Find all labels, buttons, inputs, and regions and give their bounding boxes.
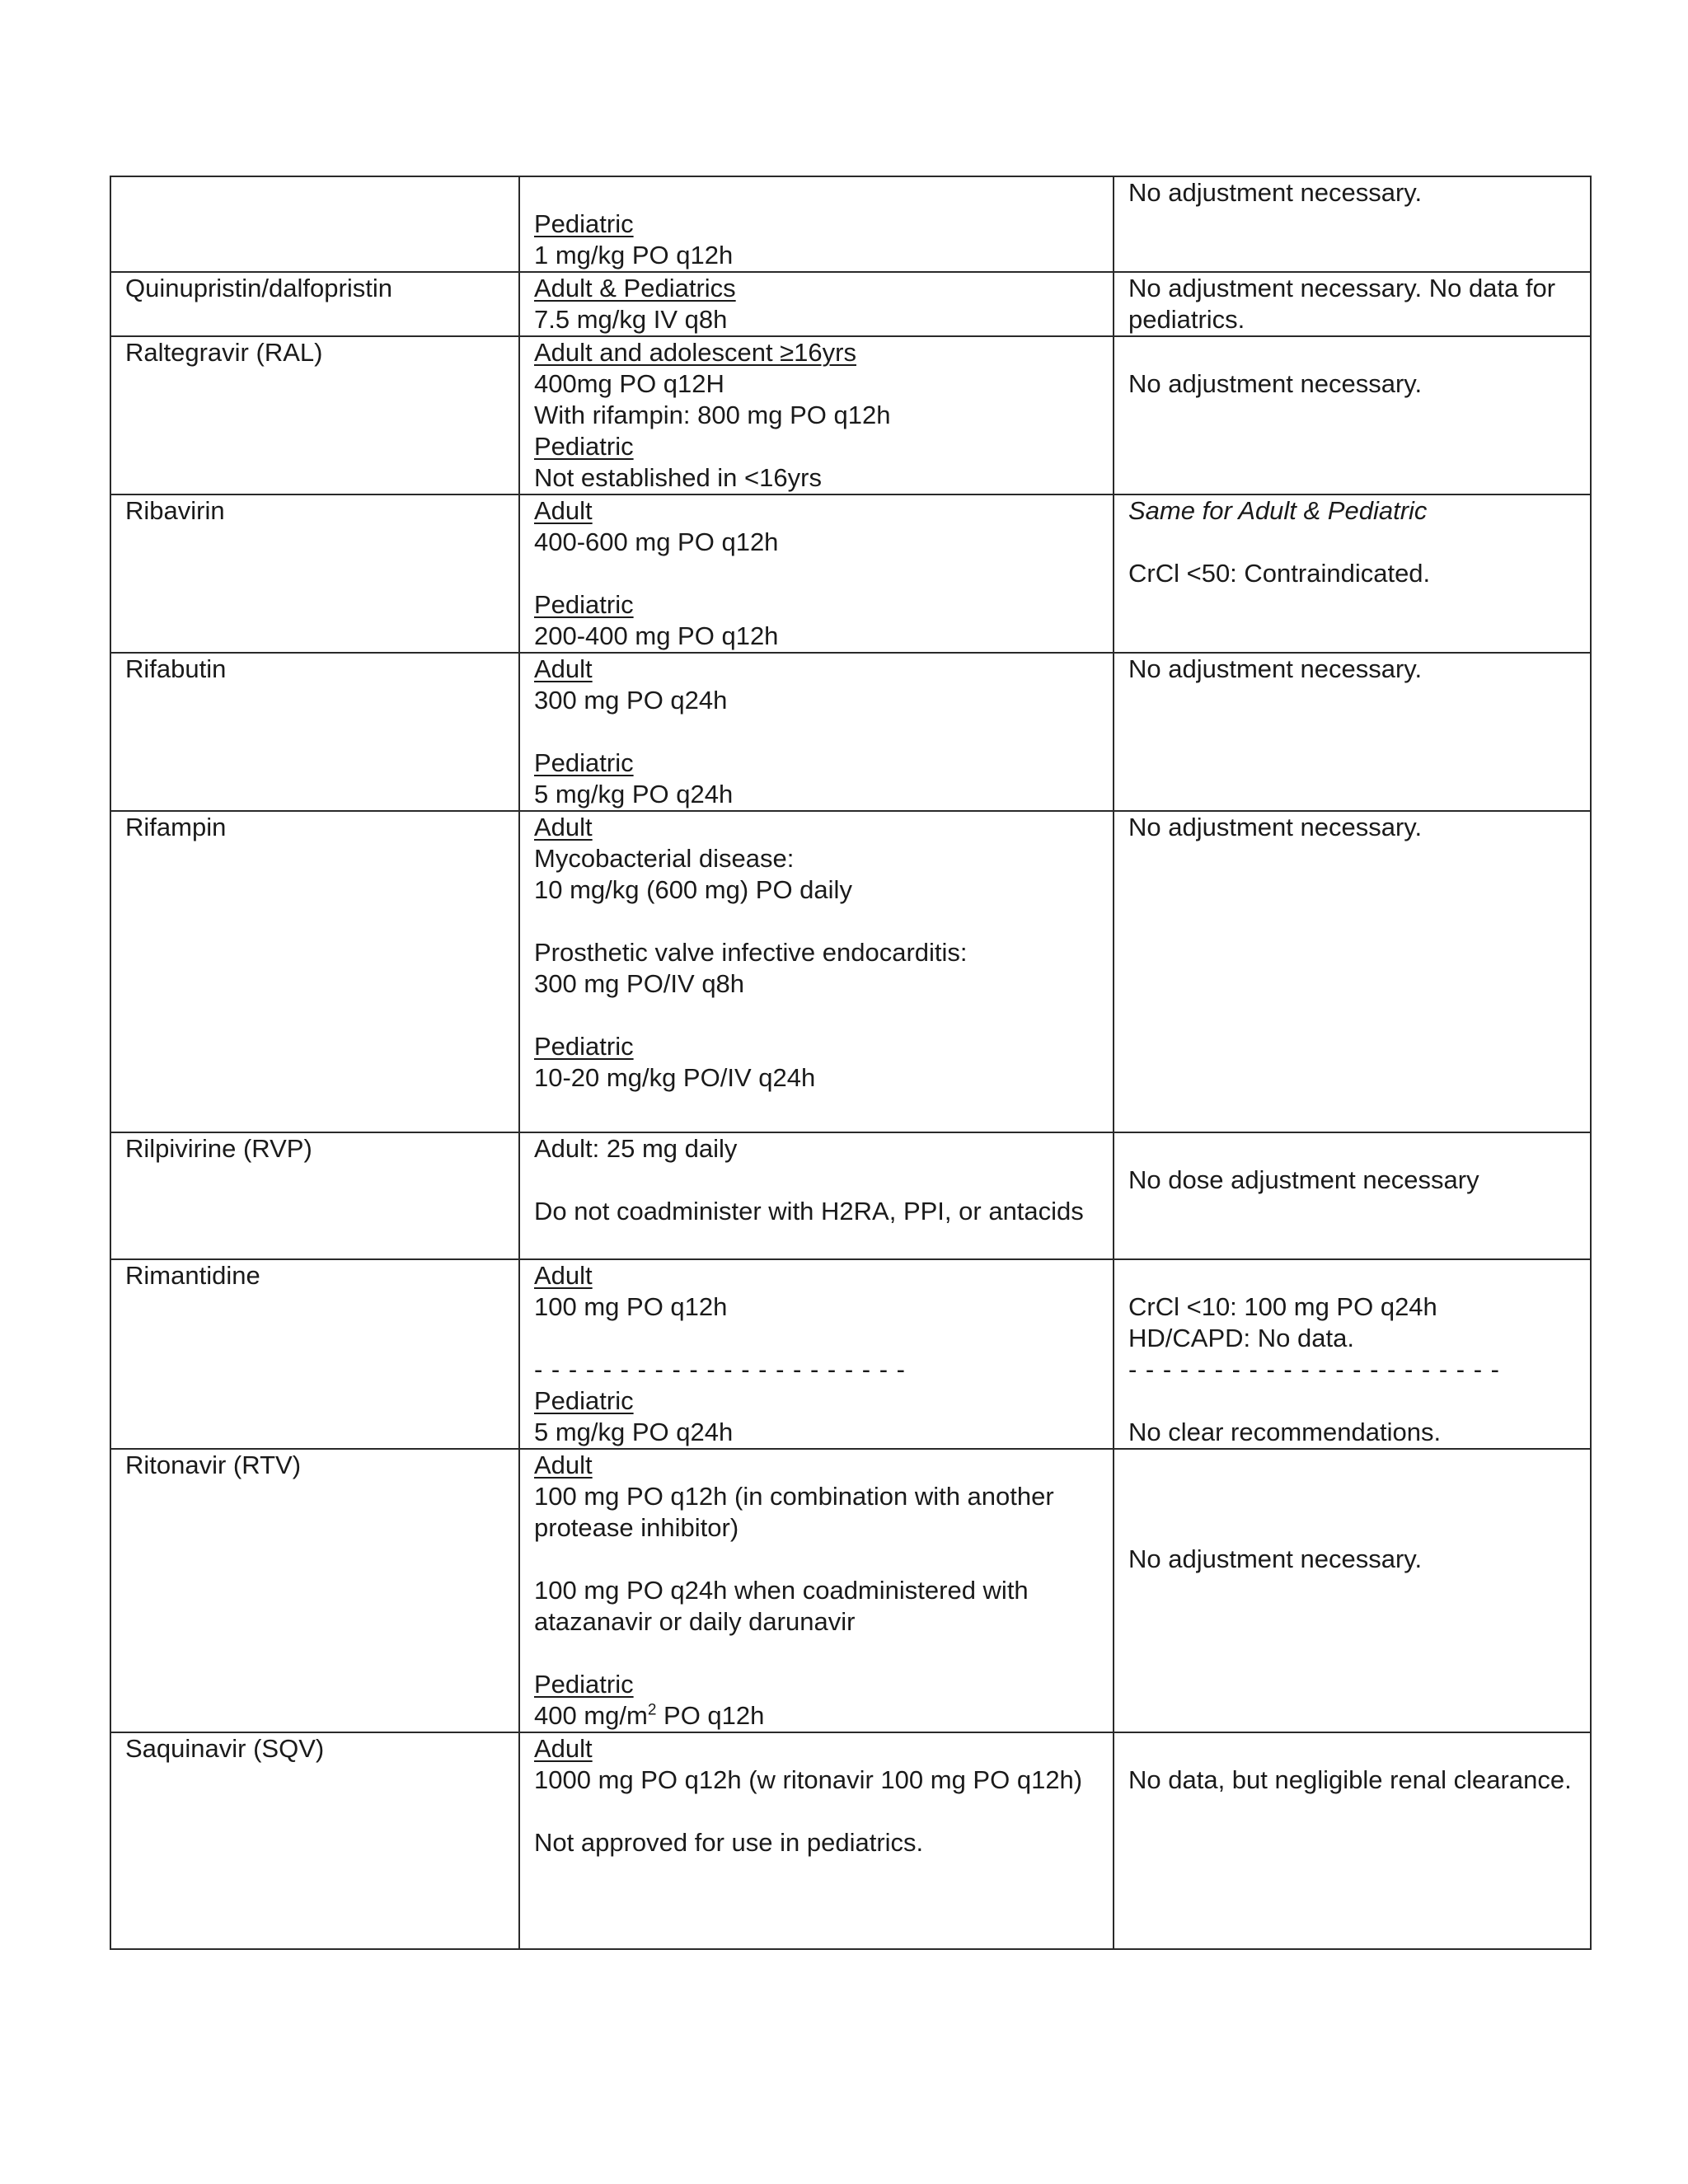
dose-line: Do not coadminister with H2RA, PPI, or antacids — [534, 1197, 1084, 1226]
dose-line: Prosthetic valve infective endocarditis: — [534, 938, 968, 967]
renal-cell — [1114, 1449, 1591, 1732]
table-row — [110, 653, 1591, 811]
adult-label: Adult — [534, 1734, 593, 1763]
dose-line: Adult: 25 mg daily — [534, 1134, 738, 1163]
renal-line: No adjustment necessary. — [1128, 369, 1423, 398]
pediatric-label: Pediatric — [534, 590, 634, 619]
renal-cell — [1114, 494, 1591, 653]
drug-name-cell — [110, 1449, 519, 1732]
dose-line: 200-400 mg PO q12h — [534, 621, 779, 650]
renal-cell — [1114, 811, 1591, 1132]
drug-name: Quinupristin/dalfopristin — [125, 274, 392, 302]
drug-name-cell — [110, 1732, 519, 1949]
renal-line: No adjustment necessary. — [1128, 654, 1423, 683]
dosing-cell — [519, 811, 1114, 1132]
table-row — [110, 1449, 1591, 1732]
dosing-cell — [519, 1732, 1114, 1949]
table-row — [110, 1259, 1591, 1449]
dose-line: Not established in <16yrs — [534, 463, 822, 492]
dose-text-suffix: PO q12h — [656, 1701, 765, 1730]
drug-name: Rifabutin — [125, 654, 227, 683]
drug-name-cell — [110, 1132, 519, 1259]
dosing-cell — [519, 494, 1114, 653]
pediatric-label: Pediatric — [534, 432, 634, 461]
pediatric-label: Pediatric — [534, 1032, 634, 1061]
renal-line: No clear recommendations. — [1128, 1418, 1442, 1446]
drug-name: Ritonavir (RTV) — [125, 1451, 302, 1479]
renal-line: No dose adjustment necessary — [1128, 1165, 1479, 1194]
dose-line: 10-20 mg/kg PO/IV q24h — [534, 1063, 816, 1092]
renal-line: No data, but negligible renal clearance. — [1128, 1765, 1572, 1794]
drug-name: Ribavirin — [125, 496, 225, 525]
dose-line: Not approved for use in pediatrics. — [534, 1828, 924, 1857]
superscript: 2 — [647, 1701, 657, 1719]
adult-label: Adult — [534, 496, 593, 525]
pediatric-label: Pediatric — [534, 748, 634, 777]
drug-name-cell — [110, 336, 519, 494]
drug-name: Saquinavir (SQV) — [125, 1734, 325, 1763]
renal-cell — [1114, 272, 1591, 336]
drug-name-cell — [110, 811, 519, 1132]
drug-name: Rilpivirine (RVP) — [125, 1134, 312, 1163]
dose-line: 5 mg/kg PO q24h — [534, 780, 734, 808]
drug-name: Rimantidine — [125, 1261, 260, 1290]
table-row — [110, 272, 1591, 336]
renal-cell — [1114, 336, 1591, 494]
renal-line: HD/CAPD: No data. — [1128, 1324, 1354, 1352]
renal-line: CrCl <10: 100 mg PO q24h — [1128, 1292, 1437, 1321]
dose-line: 400mg PO q12H — [534, 369, 724, 398]
adult-label: Adult and adolescent ≥16yrs — [534, 338, 856, 367]
dose-line: 1000 mg PO q12h (w ritonavir 100 mg PO q12h) — [534, 1765, 1083, 1794]
dashed-separator: - - - - - - - - - - - - - - - - - - - - - - — [534, 1355, 906, 1384]
drug-name-cell — [110, 176, 519, 272]
renal-cell — [1114, 1132, 1591, 1259]
dosing-cell — [519, 336, 1114, 494]
dose-line: 10 mg/kg (600 mg) PO daily — [534, 875, 852, 904]
dosing-cell — [519, 1259, 1114, 1449]
dose-line: With rifampin: 800 mg PO q12h — [534, 401, 891, 429]
drug-name-cell — [110, 1259, 519, 1449]
dose-line: 1 mg/kg PO q12h — [534, 241, 734, 269]
renal-cell — [1114, 653, 1591, 811]
drug-name: Raltegravir (RAL) — [125, 338, 323, 367]
table-row — [110, 176, 1591, 272]
drug-name-cell — [110, 272, 519, 336]
renal-cell — [1114, 176, 1591, 272]
pediatric-label: Pediatric — [534, 1670, 634, 1699]
adult-label: Adult — [534, 1451, 593, 1479]
table-row — [110, 1732, 1591, 1949]
blank-line — [534, 177, 1099, 209]
dosing-table — [110, 176, 1592, 1950]
dose-line: 300 mg PO/IV q8h — [534, 969, 745, 998]
renal-note: Same for Adult & Pediatric — [1128, 496, 1428, 525]
drug-name-cell — [110, 494, 519, 653]
dose-line: 100 mg PO q12h — [534, 1292, 728, 1321]
dose-line: 300 mg PO q24h — [534, 686, 728, 715]
dashed-separator: - - - - - - - - - - - - - - - - - - - - - - — [1128, 1355, 1500, 1384]
dose-line — [534, 1700, 1099, 1732]
table-row — [110, 494, 1591, 653]
renal-line: No adjustment necessary. No data for pediatrics. — [1128, 274, 1556, 334]
dosing-cell — [519, 653, 1114, 811]
adult-pediatrics-label: Adult & Pediatrics — [534, 274, 736, 302]
dosing-cell — [519, 176, 1114, 272]
renal-line: No adjustment necessary. — [1128, 813, 1423, 841]
dosing-cell — [519, 1132, 1114, 1259]
renal-line: No adjustment necessary. — [1128, 178, 1423, 207]
renal-cell — [1114, 1259, 1591, 1449]
dose-line: Mycobacterial disease: — [534, 844, 795, 873]
renal-cell — [1114, 1732, 1591, 1949]
adult-label: Adult — [534, 1261, 593, 1290]
drug-name-cell — [110, 653, 519, 811]
renal-line: No adjustment necessary. — [1128, 1544, 1423, 1573]
dose-text: 400 mg/m — [534, 1701, 648, 1730]
dose-line: 7.5 mg/kg IV q8h — [534, 305, 728, 334]
dose-line: 400-600 mg PO q12h — [534, 527, 779, 556]
adult-label: Adult — [534, 654, 593, 683]
pediatric-label: Pediatric — [534, 209, 634, 238]
table-row — [110, 811, 1591, 1132]
dose-line: 5 mg/kg PO q24h — [534, 1418, 734, 1446]
dosing-cell — [519, 272, 1114, 336]
table-row — [110, 1132, 1591, 1259]
dose-line: 100 mg PO q12h (in combination with another protease inhibitor) — [534, 1482, 1054, 1542]
dose-line: 100 mg PO q24h when coadministered with atazanavir or daily darunavir — [534, 1576, 1029, 1636]
drug-name: Rifampin — [125, 813, 227, 841]
dosing-cell — [519, 1449, 1114, 1732]
pediatric-label: Pediatric — [534, 1386, 634, 1415]
table-row — [110, 336, 1591, 494]
adult-label: Adult — [534, 813, 593, 841]
renal-line: CrCl <50: Contraindicated. — [1128, 559, 1431, 588]
